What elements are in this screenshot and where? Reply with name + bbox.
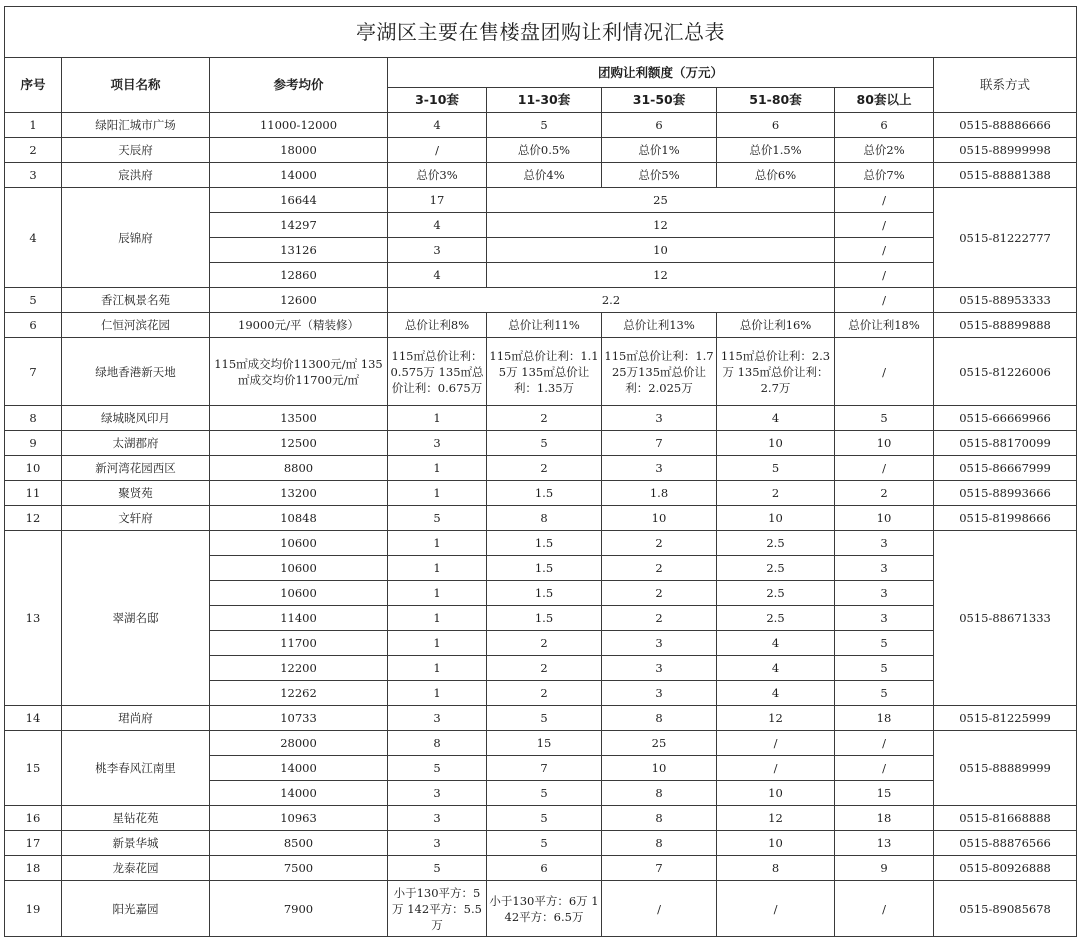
row-tier-1: 3 bbox=[388, 431, 487, 456]
row-price: 19000元/平（精装修） bbox=[210, 313, 388, 338]
row-price: 14000 bbox=[210, 756, 388, 781]
row-seq: 1 bbox=[5, 113, 62, 138]
row-tier-4: / bbox=[717, 756, 835, 781]
row-tier-3: 总价1% bbox=[602, 138, 717, 163]
table-row bbox=[5, 481, 1077, 506]
row-seq: 14 bbox=[5, 706, 62, 731]
row-tier-2: 2 bbox=[487, 681, 602, 706]
row-contact: 0515-81225999 bbox=[934, 706, 1077, 731]
row-tier-4: 8 bbox=[717, 856, 835, 881]
row-tier-2: 5 bbox=[487, 831, 602, 856]
row-seq: 17 bbox=[5, 831, 62, 856]
row-tier-5: 总价让利18% bbox=[835, 313, 934, 338]
row-tier-2: 8 bbox=[487, 506, 602, 531]
table-row bbox=[5, 456, 1077, 481]
row-tier-1: 总价让利8% bbox=[388, 313, 487, 338]
row-tier-3: 总价5% bbox=[602, 163, 717, 188]
row-tier-3: 115㎡总价让利：1.725万135㎡总价让利：2.025万 bbox=[602, 338, 717, 406]
row-tier-merged: 12 bbox=[487, 263, 835, 288]
row-tier-3: 8 bbox=[602, 831, 717, 856]
row-project-name: 桃李春风江南里 bbox=[62, 731, 210, 806]
row-tier-merged: 10 bbox=[487, 238, 835, 263]
row-tier-1: 小于130平方：5万 142平方：5.5万 bbox=[388, 881, 487, 937]
row-tier-5: 5 bbox=[835, 656, 934, 681]
row-tier-5: 13 bbox=[835, 831, 934, 856]
row-tier-merged: 25 bbox=[487, 188, 835, 213]
row-tier-2: 2 bbox=[487, 456, 602, 481]
header-tier-5: 80套以上 bbox=[835, 88, 934, 113]
row-tier-4: 2.5 bbox=[717, 606, 835, 631]
row-seq: 19 bbox=[5, 881, 62, 937]
row-tier-1: 1 bbox=[388, 656, 487, 681]
row-tier-5: / bbox=[835, 213, 934, 238]
row-seq: 8 bbox=[5, 406, 62, 431]
row-price: 8800 bbox=[210, 456, 388, 481]
row-seq: 9 bbox=[5, 431, 62, 456]
row-tier-1: 5 bbox=[388, 756, 487, 781]
row-tier-2: 小于130平方：6万 142平方：6.5万 bbox=[487, 881, 602, 937]
table-row bbox=[5, 138, 1077, 163]
row-contact: 0515-88953333 bbox=[934, 288, 1077, 313]
row-seq: 2 bbox=[5, 138, 62, 163]
row-tier-5: 5 bbox=[835, 631, 934, 656]
row-tier-4: 10 bbox=[717, 831, 835, 856]
row-seq: 18 bbox=[5, 856, 62, 881]
row-tier-4: / bbox=[717, 731, 835, 756]
discount-table bbox=[4, 6, 1077, 937]
row-tier-2: 5 bbox=[487, 706, 602, 731]
table-row bbox=[5, 163, 1077, 188]
row-price: 10600 bbox=[210, 556, 388, 581]
row-price: 12200 bbox=[210, 656, 388, 681]
row-tier-1: 1 bbox=[388, 631, 487, 656]
row-tier-3: / bbox=[602, 881, 717, 937]
row-price: 13126 bbox=[210, 238, 388, 263]
row-price: 14297 bbox=[210, 213, 388, 238]
row-tier-4: 4 bbox=[717, 656, 835, 681]
row-project-name: 聚贤苑 bbox=[62, 481, 210, 506]
row-project-name: 香江枫景名苑 bbox=[62, 288, 210, 313]
row-tier-1: 5 bbox=[388, 856, 487, 881]
row-tier-3: 3 bbox=[602, 656, 717, 681]
row-project-name: 天辰府 bbox=[62, 138, 210, 163]
row-seq: 3 bbox=[5, 163, 62, 188]
row-tier-4: 总价1.5% bbox=[717, 138, 835, 163]
row-price: 12500 bbox=[210, 431, 388, 456]
row-project-name: 新河湾花园西区 bbox=[62, 456, 210, 481]
row-tier-2: 1.5 bbox=[487, 581, 602, 606]
row-price: 11400 bbox=[210, 606, 388, 631]
table-title: 亭湖区主要在售楼盘团购让利情况汇总表 bbox=[5, 7, 1077, 58]
row-tier-2: 总价让利11% bbox=[487, 313, 602, 338]
row-contact: 0515-88993666 bbox=[934, 481, 1077, 506]
row-tier-3: 3 bbox=[602, 406, 717, 431]
row-price: 12860 bbox=[210, 263, 388, 288]
header-name: 项目名称 bbox=[62, 58, 210, 113]
row-tier-1: 8 bbox=[388, 731, 487, 756]
row-project-name: 绿城晓风印月 bbox=[62, 406, 210, 431]
row-tier-1: 1 bbox=[388, 606, 487, 631]
row-price: 10600 bbox=[210, 531, 388, 556]
table-row bbox=[5, 806, 1077, 831]
row-tier-4: 总价6% bbox=[717, 163, 835, 188]
row-price: 11700 bbox=[210, 631, 388, 656]
table-row bbox=[5, 731, 1077, 756]
row-tier-1: 1 bbox=[388, 456, 487, 481]
row-tier-4: 4 bbox=[717, 631, 835, 656]
row-tier-2: 5 bbox=[487, 113, 602, 138]
header-tier-2: 11-30套 bbox=[487, 88, 602, 113]
row-tier-4: 10 bbox=[717, 431, 835, 456]
row-tier-1: 1 bbox=[388, 531, 487, 556]
row-tier-5: / bbox=[835, 338, 934, 406]
row-contact: 0515-89085678 bbox=[934, 881, 1077, 937]
row-tier-5: 3 bbox=[835, 531, 934, 556]
row-tier-3: 6 bbox=[602, 113, 717, 138]
row-tier-1: 1 bbox=[388, 481, 487, 506]
row-tier-2: 5 bbox=[487, 431, 602, 456]
row-price: 8500 bbox=[210, 831, 388, 856]
header-seq: 序号 bbox=[5, 58, 62, 113]
row-tier-3: 1.8 bbox=[602, 481, 717, 506]
row-seq: 12 bbox=[5, 506, 62, 531]
row-tier-5: 3 bbox=[835, 581, 934, 606]
row-tier-4: 4 bbox=[717, 406, 835, 431]
row-tier-1: 3 bbox=[388, 238, 487, 263]
row-contact: 0515-66669966 bbox=[934, 406, 1077, 431]
row-seq: 7 bbox=[5, 338, 62, 406]
table-row bbox=[5, 113, 1077, 138]
row-project-name: 新景华城 bbox=[62, 831, 210, 856]
row-tier-3: 3 bbox=[602, 681, 717, 706]
row-tier-4: 2.5 bbox=[717, 531, 835, 556]
row-price: 10848 bbox=[210, 506, 388, 531]
row-tier-3: 3 bbox=[602, 456, 717, 481]
row-tier-2: 5 bbox=[487, 806, 602, 831]
row-tier-5: 6 bbox=[835, 113, 934, 138]
row-price: 10963 bbox=[210, 806, 388, 831]
row-tier-1: 115㎡总价让利：0.575万 135㎡总价让利：0.675万 bbox=[388, 338, 487, 406]
row-price: 11000-12000 bbox=[210, 113, 388, 138]
row-contact: 0515-81226006 bbox=[934, 338, 1077, 406]
row-tier-3: 7 bbox=[602, 431, 717, 456]
row-tier-3: 总价让利13% bbox=[602, 313, 717, 338]
row-price: 28000 bbox=[210, 731, 388, 756]
row-contact: 0515-88889999 bbox=[934, 731, 1077, 806]
row-tier-5: / bbox=[835, 731, 934, 756]
row-tier-4: 6 bbox=[717, 113, 835, 138]
row-price: 12262 bbox=[210, 681, 388, 706]
header-tier-3: 31-50套 bbox=[602, 88, 717, 113]
row-tier-3: 10 bbox=[602, 506, 717, 531]
row-tier-2: 1.5 bbox=[487, 556, 602, 581]
row-tier-1: 1 bbox=[388, 556, 487, 581]
table-row bbox=[5, 188, 1077, 213]
row-tier-1: 1 bbox=[388, 681, 487, 706]
row-tier-4: 2 bbox=[717, 481, 835, 506]
row-price: 13200 bbox=[210, 481, 388, 506]
row-price: 7500 bbox=[210, 856, 388, 881]
row-tier-5: 总价7% bbox=[835, 163, 934, 188]
row-seq: 5 bbox=[5, 288, 62, 313]
row-tier-5: 9 bbox=[835, 856, 934, 881]
row-price: 13500 bbox=[210, 406, 388, 431]
row-project-name: 星钻花苑 bbox=[62, 806, 210, 831]
row-seq: 16 bbox=[5, 806, 62, 831]
row-tier-1: 4 bbox=[388, 213, 487, 238]
row-tier-1: 3 bbox=[388, 706, 487, 731]
row-price: 16644 bbox=[210, 188, 388, 213]
row-contact: 0515-88881388 bbox=[934, 163, 1077, 188]
table-row bbox=[5, 831, 1077, 856]
row-tier-3: 2 bbox=[602, 531, 717, 556]
row-tier-3: 8 bbox=[602, 806, 717, 831]
row-tier-1: 1 bbox=[388, 581, 487, 606]
row-project-name: 文轩府 bbox=[62, 506, 210, 531]
row-price: 18000 bbox=[210, 138, 388, 163]
row-seq: 6 bbox=[5, 313, 62, 338]
row-project-name: 翠湖名邸 bbox=[62, 531, 210, 706]
row-contact: 0515-88999998 bbox=[934, 138, 1077, 163]
row-contact: 0515-88876566 bbox=[934, 831, 1077, 856]
row-project-name: 阳光嘉园 bbox=[62, 881, 210, 937]
row-tier-4: 115㎡总价让利：2.3万 135㎡总价让利：2.7万 bbox=[717, 338, 835, 406]
row-tier-2: 7 bbox=[487, 756, 602, 781]
row-contact: 0515-88899888 bbox=[934, 313, 1077, 338]
header-tier-1: 3-10套 bbox=[388, 88, 487, 113]
row-tier-5: 总价2% bbox=[835, 138, 934, 163]
row-tier-1: 总价3% bbox=[388, 163, 487, 188]
row-contact: 0515-81222777 bbox=[934, 188, 1077, 288]
row-tier-2: 2 bbox=[487, 406, 602, 431]
row-price: 7900 bbox=[210, 881, 388, 937]
row-seq: 10 bbox=[5, 456, 62, 481]
table-row bbox=[5, 313, 1077, 338]
row-tier-2: 1.5 bbox=[487, 606, 602, 631]
row-tier-2: 1.5 bbox=[487, 481, 602, 506]
row-tier-2: 总价0.5% bbox=[487, 138, 602, 163]
row-project-name: 宸洪府 bbox=[62, 163, 210, 188]
row-tier-5: / bbox=[835, 263, 934, 288]
row-tier-4: / bbox=[717, 881, 835, 937]
row-tier-5: 5 bbox=[835, 681, 934, 706]
row-contact: 0515-86667999 bbox=[934, 456, 1077, 481]
row-tier-5: / bbox=[835, 288, 934, 313]
row-tier-1: / bbox=[388, 138, 487, 163]
row-tier-5: 10 bbox=[835, 431, 934, 456]
row-tier-2: 15 bbox=[487, 731, 602, 756]
row-tier-3: 2 bbox=[602, 581, 717, 606]
header-contact: 联系方式 bbox=[934, 58, 1077, 113]
header-discount-group: 团购让利额度（万元） bbox=[388, 58, 934, 88]
row-contact: 0515-80926888 bbox=[934, 856, 1077, 881]
row-tier-5: / bbox=[835, 456, 934, 481]
row-tier-4: 4 bbox=[717, 681, 835, 706]
row-tier-1: 4 bbox=[388, 263, 487, 288]
row-tier-3: 2 bbox=[602, 606, 717, 631]
row-tier-4: 总价让利16% bbox=[717, 313, 835, 338]
row-price: 14000 bbox=[210, 163, 388, 188]
row-price: 115㎡成交均价11300元/㎡ 135㎡成交均价11700元/㎡ bbox=[210, 338, 388, 406]
table-row bbox=[5, 881, 1077, 937]
row-seq: 4 bbox=[5, 188, 62, 288]
row-tier-4: 5 bbox=[717, 456, 835, 481]
table-row bbox=[5, 406, 1077, 431]
row-tier-4: 2.5 bbox=[717, 581, 835, 606]
row-project-name: 龙泰花园 bbox=[62, 856, 210, 881]
row-project-name: 辰锦府 bbox=[62, 188, 210, 288]
row-contact: 0515-88671333 bbox=[934, 531, 1077, 706]
table-row bbox=[5, 706, 1077, 731]
table-row bbox=[5, 531, 1077, 556]
row-tier-1: 1 bbox=[388, 406, 487, 431]
row-project-name: 太湖郡府 bbox=[62, 431, 210, 456]
row-contact: 0515-81998666 bbox=[934, 506, 1077, 531]
row-tier-4: 12 bbox=[717, 706, 835, 731]
row-seq: 11 bbox=[5, 481, 62, 506]
row-tier-2: 5 bbox=[487, 781, 602, 806]
row-tier-2: 115㎡总价让利：1.15万 135㎡总价让利：1.35万 bbox=[487, 338, 602, 406]
row-tier-5: 18 bbox=[835, 706, 934, 731]
row-tier-1: 3 bbox=[388, 781, 487, 806]
row-tier-3: 8 bbox=[602, 706, 717, 731]
row-tier-5: 3 bbox=[835, 556, 934, 581]
row-tier-3: 8 bbox=[602, 781, 717, 806]
row-tier-merged: 12 bbox=[487, 213, 835, 238]
row-price: 10600 bbox=[210, 581, 388, 606]
row-tier-3: 3 bbox=[602, 631, 717, 656]
row-contact: 0515-88170099 bbox=[934, 431, 1077, 456]
row-tier-5: 18 bbox=[835, 806, 934, 831]
row-contact: 0515-88886666 bbox=[934, 113, 1077, 138]
row-tier-2: 总价4% bbox=[487, 163, 602, 188]
row-tier-5: / bbox=[835, 881, 934, 937]
row-tier-1: 5 bbox=[388, 506, 487, 531]
row-tier-4: 2.5 bbox=[717, 556, 835, 581]
row-tier-1: 17 bbox=[388, 188, 487, 213]
table-row bbox=[5, 288, 1077, 313]
row-tier-merged: 2.2 bbox=[388, 288, 835, 313]
row-tier-5: 3 bbox=[835, 606, 934, 631]
row-tier-5: / bbox=[835, 238, 934, 263]
row-tier-1: 3 bbox=[388, 831, 487, 856]
row-seq: 13 bbox=[5, 531, 62, 706]
row-tier-5: 15 bbox=[835, 781, 934, 806]
row-tier-2: 1.5 bbox=[487, 531, 602, 556]
row-tier-3: 2 bbox=[602, 556, 717, 581]
row-tier-3: 25 bbox=[602, 731, 717, 756]
table-row bbox=[5, 431, 1077, 456]
row-tier-3: 10 bbox=[602, 756, 717, 781]
row-tier-5: 10 bbox=[835, 506, 934, 531]
row-project-name: 绿地香港新天地 bbox=[62, 338, 210, 406]
row-tier-2: 6 bbox=[487, 856, 602, 881]
row-tier-5: / bbox=[835, 756, 934, 781]
table-row bbox=[5, 338, 1077, 406]
row-contact: 0515-81668888 bbox=[934, 806, 1077, 831]
row-price: 10733 bbox=[210, 706, 388, 731]
row-tier-1: 4 bbox=[388, 113, 487, 138]
row-project-name: 仁恒河滨花园 bbox=[62, 313, 210, 338]
row-tier-5: / bbox=[835, 188, 934, 213]
row-tier-3: 7 bbox=[602, 856, 717, 881]
table-row bbox=[5, 856, 1077, 881]
row-price: 14000 bbox=[210, 781, 388, 806]
row-tier-5: 5 bbox=[835, 406, 934, 431]
row-tier-5: 2 bbox=[835, 481, 934, 506]
row-project-name: 珺尚府 bbox=[62, 706, 210, 731]
row-seq: 15 bbox=[5, 731, 62, 806]
row-project-name: 绿阳汇城市广场 bbox=[62, 113, 210, 138]
row-tier-4: 12 bbox=[717, 806, 835, 831]
table-row bbox=[5, 506, 1077, 531]
header-tier-4: 51-80套 bbox=[717, 88, 835, 113]
row-tier-2: 2 bbox=[487, 656, 602, 681]
header-price: 参考均价 bbox=[210, 58, 388, 113]
row-tier-1: 3 bbox=[388, 806, 487, 831]
row-tier-2: 2 bbox=[487, 631, 602, 656]
summary-sheet bbox=[4, 6, 1076, 937]
row-tier-4: 10 bbox=[717, 781, 835, 806]
row-price: 12600 bbox=[210, 288, 388, 313]
row-tier-4: 10 bbox=[717, 506, 835, 531]
